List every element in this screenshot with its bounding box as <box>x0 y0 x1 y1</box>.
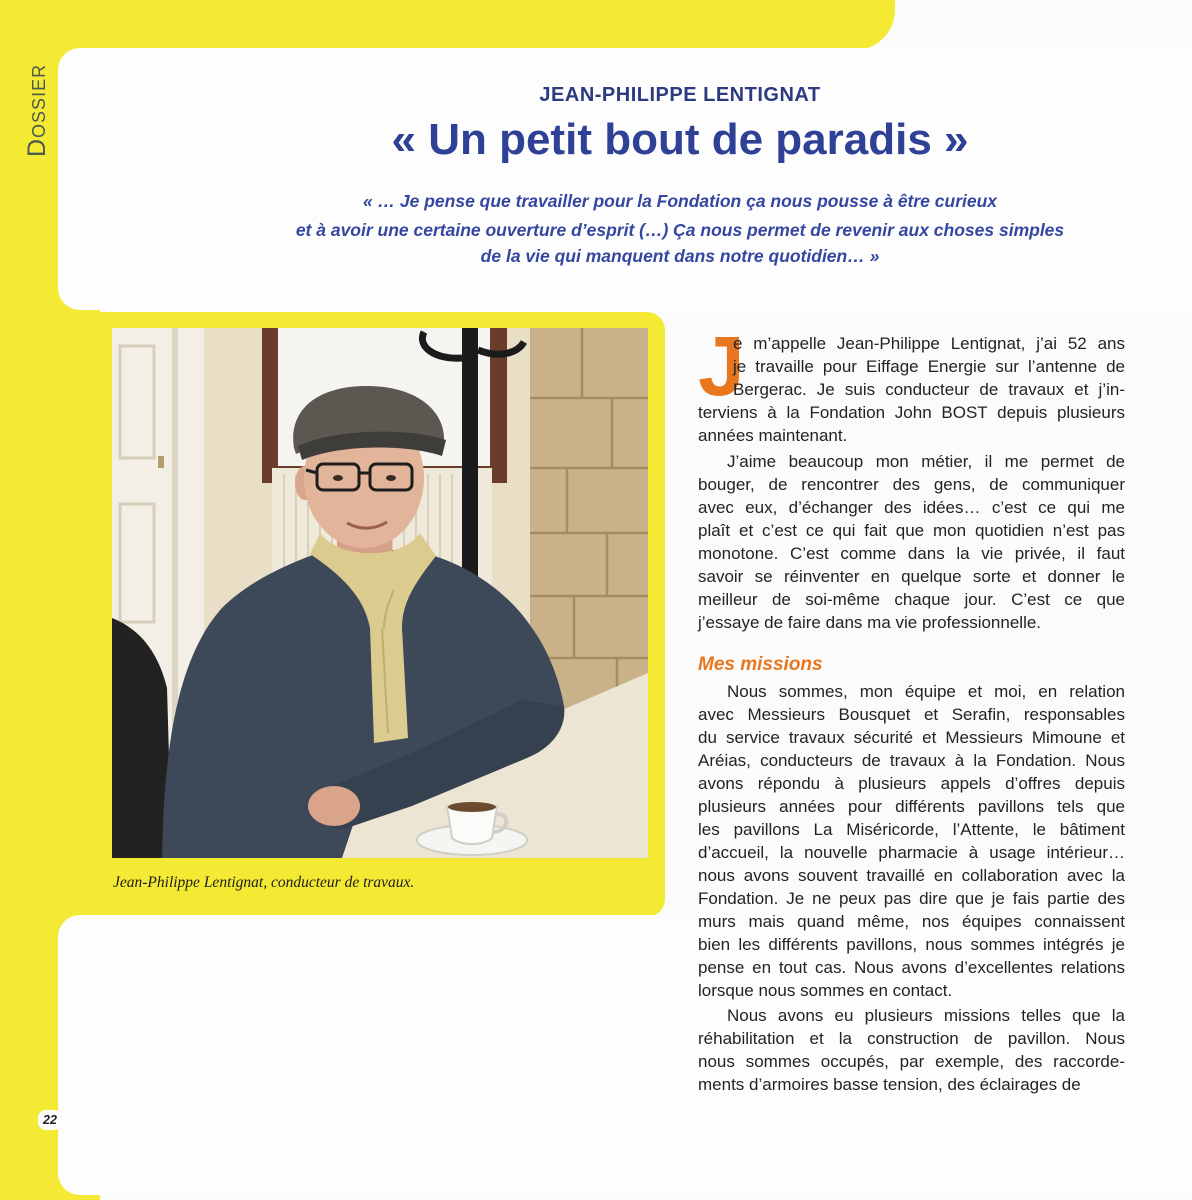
pull-quote-line: de la vie qui manquent dans notre quotidien… » <box>480 246 880 266</box>
text-line: les pavillons La Miséricorde, l’Attente, le bâtiment <box>698 820 1125 839</box>
text-line: ments d’armoires basse tension, des éclairages de <box>698 1075 1081 1094</box>
hand <box>308 786 360 826</box>
text-line: pense en tout cas. Nous avons d’excellentes relations <box>698 958 1125 977</box>
page-number: 22 <box>38 1110 62 1130</box>
text-line: avec eux, d’échanger des idées… c’est ce qui me <box>698 498 1125 517</box>
text-line: plusieurs années pour différents pavillons tels que <box>698 797 1125 816</box>
text-line: e m’appelle Jean-Philippe Lentignat, j’ai 52 ans <box>733 334 1125 353</box>
paragraph <box>698 1004 1125 1096</box>
text-line: Nous sommes, mon équipe et moi, en relation <box>727 682 1125 701</box>
text-line: Fondation. Je ne peux pas dire que je fais partie des <box>698 889 1125 908</box>
text-line: j’essaye de faire dans ma vie professionnelle. <box>698 613 1042 632</box>
section-label: Dossier <box>23 63 51 157</box>
drop-cap: J <box>698 319 745 413</box>
text-line: bien les différents pavillons, nous sommes intégrés je <box>698 935 1125 954</box>
text-line: nous avons souvent travaillé en collaboration avec la <box>698 866 1125 885</box>
paragraph <box>698 450 1125 634</box>
text-line: plaît et c’est ce qui fait que mon quotidien n’est pas <box>698 521 1125 540</box>
text-line: Nous avons eu plusieurs missions telles que la <box>727 1006 1125 1025</box>
photo-caption: Jean-Philippe Lentignat, conducteur de travaux. <box>113 874 415 891</box>
text-line: avons répondu à plusieurs appels d’offres depuis <box>698 774 1125 793</box>
text-line: J’aime beaucoup mon métier, il me permet de <box>727 452 1125 471</box>
text-line: savoir se réinventer en quelque sorte et donner le <box>698 567 1125 586</box>
yellow-top-band <box>0 0 895 50</box>
portrait-photo-illustration <box>112 328 648 858</box>
text-line: réhabilitation et la construction de pavillon. Nous <box>698 1029 1125 1048</box>
paragraph <box>698 332 1125 447</box>
text-line: terviens à la Fondation John BOST depuis plusieurs <box>698 403 1125 422</box>
section-subheading: Mes missions <box>698 654 823 675</box>
pull-quote-line: et à avoir une certaine ouverture d’esprit (…) Ça nous permet de revenir aux choses simples <box>295 220 1065 240</box>
text-line: Aréias, conducteurs de travaux à la Fondation. Nous <box>698 751 1125 770</box>
text-line: années maintenant. <box>698 426 848 445</box>
text-line: nous sommes occupés, par exemple, des raccorde- <box>698 1052 1125 1071</box>
paragraph <box>698 680 1125 1002</box>
text-line: Bergerac. Je suis conducteur de travaux et j’in- <box>733 380 1125 399</box>
text-line: monotone. C’est comme dans la vie privée, il faut <box>698 544 1125 563</box>
pull-quote-line: « … Je pense que travailler pour la Fondation ça nous pousse à être curieux <box>362 191 998 211</box>
portrait-photo <box>112 328 648 858</box>
text-line: avec Messieurs Bousquet et Serafin, responsables <box>698 705 1125 724</box>
text-line: du service travaux sécurité et Messieurs Mimoune et <box>698 728 1125 747</box>
text-line: bouger, de rencontrer des gens, de communiquer <box>698 475 1125 494</box>
text-line: je travaille pour Eiffage Energie sur l’antenne de <box>733 357 1125 376</box>
article-title: « Un petit bout de paradis » <box>391 115 969 164</box>
text-line: d’accueil, la nouvelle pharmacie à usage intérieur… <box>698 843 1125 862</box>
text-line: meilleur de soi-même chaque jour. C’est ce que <box>698 590 1125 609</box>
text-line: murs mais quand même, nos équipes connaissent <box>698 912 1125 931</box>
text-line: lorsque nous sommes en contact. <box>698 981 953 1000</box>
person-name: JEAN-PHILIPPE LENTIGNAT <box>539 84 821 106</box>
